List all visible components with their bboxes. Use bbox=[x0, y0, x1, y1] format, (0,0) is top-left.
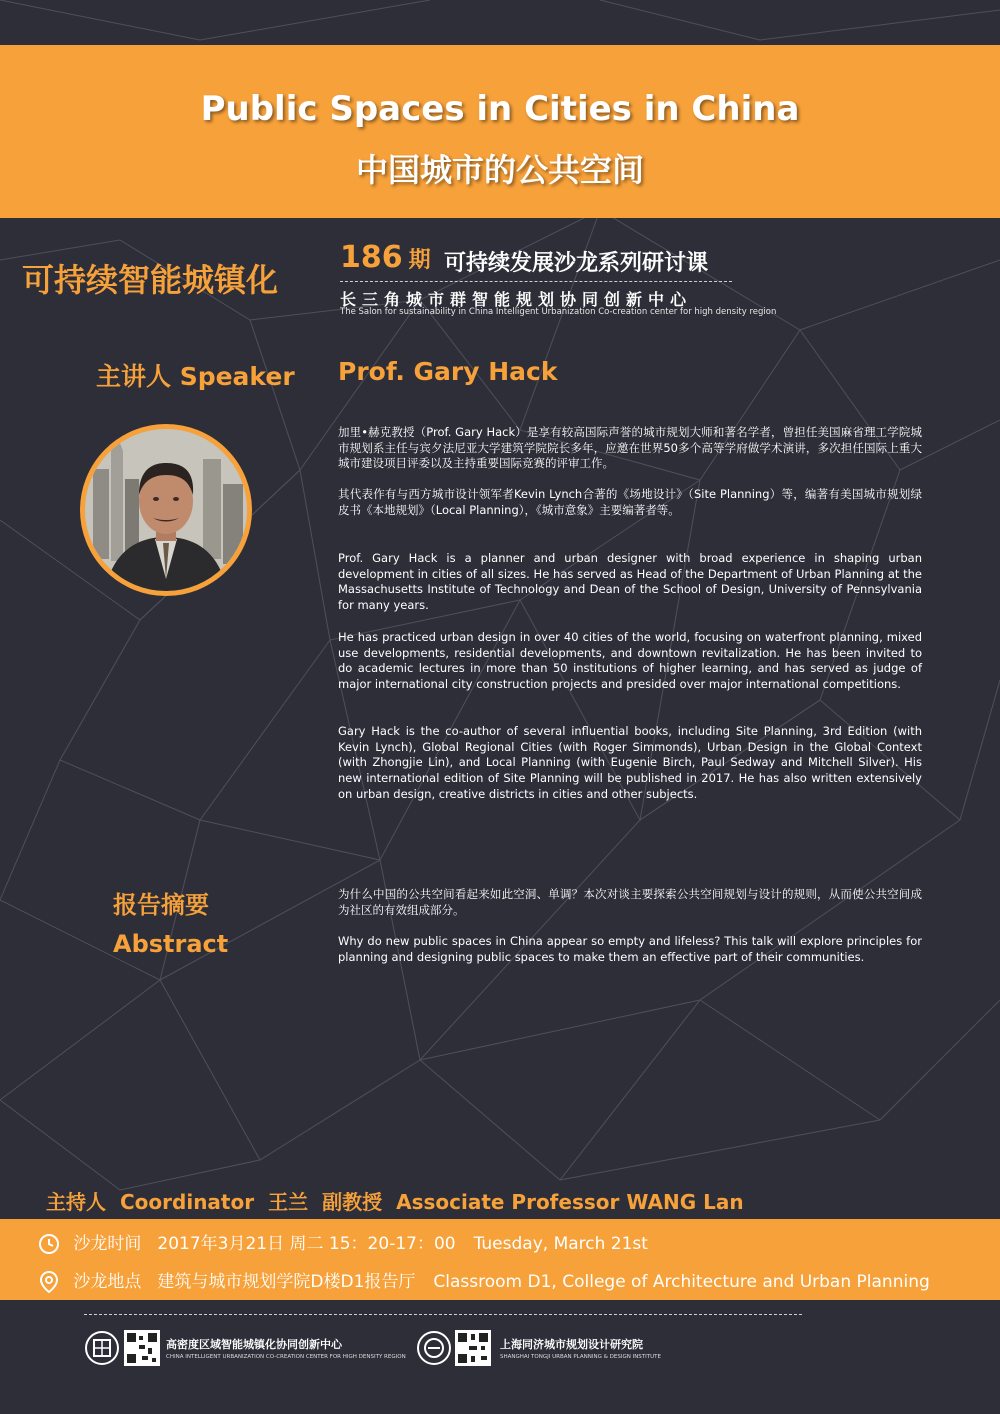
event-place-english: Classroom D1, College of Architecture and Urban Planning bbox=[433, 1272, 930, 1292]
event-place-chinese: 建筑与城市规划学院D楼D1报告厅 bbox=[157, 1272, 416, 1292]
speaker-label: 主讲人 Speaker bbox=[96, 362, 295, 391]
bio-chinese-paragraph-1: 加里•赫克教授（Prof. Gary Hack）是享有较高国际声誉的城市规划大师和著名学者，曾担任美国麻省理工学院城市规划系主任与宾夕法尼亚大学建筑学院院长多年，应邀在世界50多个高等学府做学术演讲，多次担任国际上重大城市建设项目评委以及主持重要国际竞赛的评审工作。 bbox=[338, 425, 922, 471]
event-place-label: 沙龙地点 bbox=[73, 1272, 142, 1292]
center-name-chinese: 长三角城市群智能规划协同创新中心 bbox=[340, 290, 693, 309]
abstract-text-english: Why do new public spaces in China appear so empty and lifeless? This talk will explore principles for planning and designing public spaces to make them an effective part of their communities. bbox=[338, 934, 922, 964]
org1-emblem-icon bbox=[84, 1330, 120, 1366]
speaker-name: Prof. Gary Hack bbox=[338, 357, 558, 386]
issue-title: 可持续发展沙龙系列研讨课 bbox=[444, 251, 709, 276]
event-place-row bbox=[38, 1267, 930, 1294]
coordinator-label-chinese: 主持人 bbox=[46, 1190, 106, 1214]
bio-chinese-paragraph-2: 其代表作有与西方城市设计领军者Kevin Lynch合著的《场地设计》（Site Planning）等，编著有美国城市规划绿皮书《本地规划》（Local Planning），《城市意象》主要编著者等。 bbox=[338, 487, 922, 517]
abstract-label-chinese: 报告摘要 bbox=[113, 891, 209, 919]
event-time-english: Tuesday, March 21st bbox=[473, 1234, 648, 1254]
divider bbox=[340, 281, 732, 282]
bio-english-paragraph-2: He has practiced urban design in over 40 cities of the world, focusing on waterfront planning, mixed use developments, residential developments, and downtown revitalization. He has been invited to do academic lectures in more than 50 institutions of higher learning, and has served as judge of major international city construction projects and presided over major international competitions. bbox=[338, 630, 922, 692]
coordinator-label-english: Coordinator bbox=[120, 1190, 255, 1214]
event-time-chinese: 2017年3月21日 周二 15：20-17：00 bbox=[157, 1234, 456, 1254]
issue-number-block bbox=[340, 240, 431, 275]
title-chinese: 中国城市的公共空间 bbox=[355, 151, 644, 189]
center-name-english: The Salon for sustainability in China Intelligent Urbanization Co-creation center for high density region bbox=[340, 307, 777, 317]
clock-icon bbox=[38, 1233, 60, 1255]
issue-unit: 期 bbox=[408, 248, 431, 273]
org1-qr-code-icon bbox=[124, 1330, 160, 1366]
org2-name-chinese: 上海同济城市规划设计研究院 bbox=[500, 1338, 643, 1351]
org1-name-english: CHINA INTELLIGENT URBANIZATION CO-CREATION CENTER FOR HIGH DENSITY REGION bbox=[166, 1354, 406, 1360]
issue-number: 186 bbox=[340, 240, 403, 275]
event-time-row bbox=[38, 1229, 648, 1255]
bio-english-paragraph-3: Gary Hack is the co-author of several influential books, including Site Planning, 3rd Edition (with Kevin Lynch), Global Regional Cities (with Roger Simmonds), Urban Design in the Global Context (with Zhongjie Lin), and Local Planning (with Eugenie Birch, Paul Sedway and Mitchell Silver). His new international edition of Site Planning will be published in 2017. He has also written extensively on urban design, creative districts in cities and other subjects. bbox=[338, 724, 922, 801]
org2-qr-code-icon bbox=[455, 1330, 491, 1366]
bio-english-paragraph-1: Prof. Gary Hack is a planner and urban designer with broad experience in shaping urban development in cities of all sizes. He has served as Head of the Department of Urban Planning at the Massachusetts Institute of Technology and Dean of the School of Design, University of Pennsylvania for many years. bbox=[338, 551, 922, 613]
abstract-text-chinese: 为什么中国的公共空间看起来如此空洞、单调？本次对谈主要探索公共空间规划与设计的规则，从而使公共空间成为社区的有效组成部分。 bbox=[338, 887, 922, 917]
coordinator-line bbox=[46, 1186, 758, 1215]
portrait-illustration bbox=[85, 429, 247, 591]
coordinator-name-english: Associate Professor WANG Lan bbox=[396, 1190, 744, 1214]
org2-name-english: SHANGHAI TONGJI URBAN PLANNING & DESIGN INSTITUTE bbox=[500, 1354, 661, 1360]
title-english: Public Spaces in Cities in China bbox=[200, 89, 800, 129]
event-info-band bbox=[0, 1219, 1000, 1300]
coordinator-name-chinese: 王兰 bbox=[268, 1190, 309, 1214]
org2-emblem-icon bbox=[416, 1330, 452, 1366]
location-pin-icon bbox=[38, 1270, 60, 1294]
coordinator-title-chinese: 副教授 bbox=[322, 1190, 383, 1214]
footer-divider bbox=[84, 1314, 802, 1315]
abstract-label-english: Abstract bbox=[113, 930, 229, 958]
header-banner bbox=[0, 45, 1000, 218]
org1-name-chinese: 高密度区域智能城镇化协同创新中心 bbox=[166, 1338, 342, 1351]
event-time-label: 沙龙时间 bbox=[73, 1234, 142, 1254]
series-left-title: 可持续智能城镇化 bbox=[22, 261, 279, 299]
speaker-photo bbox=[80, 424, 252, 596]
